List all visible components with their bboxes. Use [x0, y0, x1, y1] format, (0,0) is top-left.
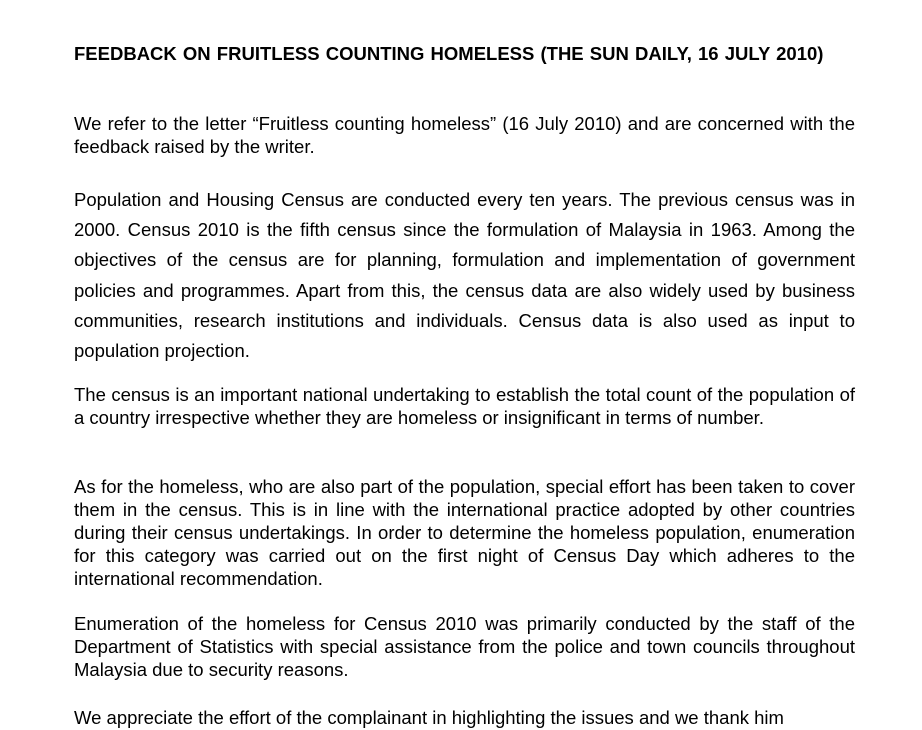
paragraph-letter-reference: We refer to the letter “Fruitless counting homeless” (16 July 2010) and are concerned with the feedback raised by the writer. — [74, 113, 855, 157]
document-title: FEEDBACK ON FRUITLESS COUNTING HOMELESS (THE SUN DAILY, 16 JULY 2010) — [74, 43, 824, 64]
paragraph-homeless-coverage: As for the homeless, who are also part of the population, special effort has been taken to cover them in the census. This is in line with the international practice adopted by other countries during their census undertakings. In order to determine the homeless population, enumeration for this category was carried out on the first night of Census Day which adheres to the international recommendation. — [74, 476, 855, 589]
paragraph-enumeration-staff: Enumeration of the homeless for Census 2010 was primarily conducted by the staff of the Department of Statistics with special assistance from the police and town councils throughout Malaysia due to security reasons. — [74, 613, 855, 680]
paragraph-census-importance: The census is an important national undertaking to establish the total count of the population of a country irrespective whether they are homeless or insignificant in terms of number. — [74, 384, 855, 428]
paragraph-appreciation: We appreciate the effort of the complainant in highlighting the issues and we thank him — [74, 707, 784, 728]
paragraph-census-background: Population and Housing Census are conducted every ten years. The previous census was in 2000. Census 2010 is the fifth census since the formulation of Malaysia in 1963. Among the objectives of the census are for planning, formulation and implementation of government policies and programmes. Apart from this, the census data are also widely used by business communities, research institutions and individuals. Census data is also used as input to population projection. — [74, 189, 855, 362]
